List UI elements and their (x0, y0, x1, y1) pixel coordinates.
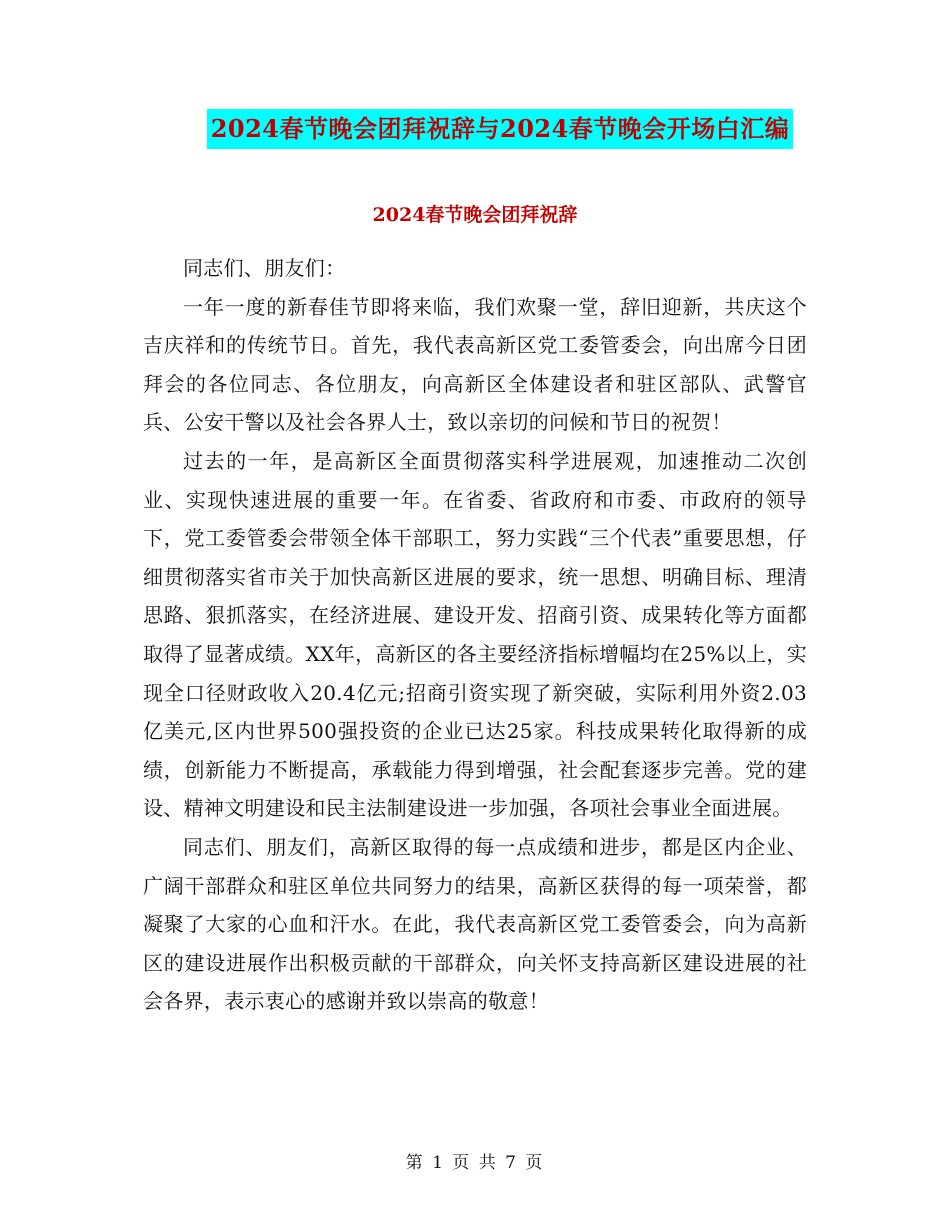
paragraph-review: 过去的一年，是高新区全面贯彻落实科学进展观，加速推动二次创业、实现快速进展的重要一年。在省委、省政府和市委、市政府的领导下，党工委管委会带领全体干部职工，努力实践“三个代表”重要思想，仔细贯彻落实省市关于加快高新区进展的要求，统一思想、明确目标、理清思路、狠抓落实，在经济进展、建设开发、招商引资、成果转化等方面都取得了显著成绩。XX年，高新区的各主要经济指标增幅均在25%以上，实现全口径财政收入20.4亿元;招商引资实现了新突破，实际利用外资2.03亿美元,区内世界500强投资的企业已达25家。科技成果转化取得新的成绩，创新能力不断提高，承载能力得到增强，社会配套逐步完善。党的建设、精神文明建设和民主法制建设进一步加强，各项社会事业全面进展。 (143, 448, 807, 821)
page-number: 第 1 页 共 7 页 (405, 1153, 545, 1173)
section-title: 2024春节晚会团拜祝辞 (372, 204, 578, 226)
document-title-container (0, 109, 950, 149)
document-body (143, 249, 807, 1021)
paragraph-opening: 一年一度的新春佳节即将来临，我们欢聚一堂，辞旧迎新，共庆这个吉庆祥和的传统节日。首先，我代表高新区党工委管委会，向出席今日团拜会的各位同志、各位朋友，向高新区全体建设者和驻区部队、武警官兵、公安干警以及社会各界人士，致以亲切的问候和节日的祝贺！ (143, 294, 807, 435)
document-title: 2024春节晚会团拜祝辞与2024春节晚会开场白汇编 (207, 109, 794, 149)
paragraph-thanks: 同志们、朋友们，高新区取得的每一点成绩和进步，都是区内企业、广阔干部群众和驻区单位共同努力的结果，高新区获得的每一项荣誉，都凝聚了大家的心血和汗水。在此，我代表高新区党工委管委会，向为高新区的建设进展作出积极贡献的干部群众，向关怀支持高新区建设进展的社会各界，表示衷心的感谢并致以崇高的敬意！ (143, 834, 807, 1014)
paragraph-greeting: 同志们、朋友们： (183, 256, 346, 280)
